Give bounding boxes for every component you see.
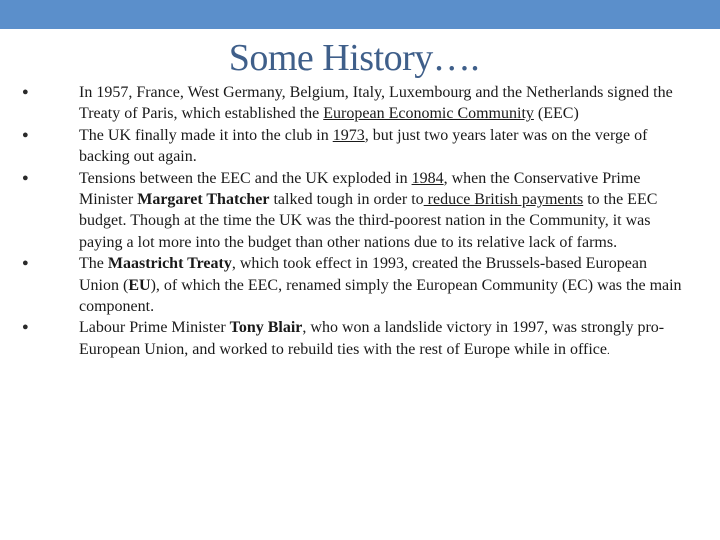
margaret-thatcher-name: Margaret Thatcher	[137, 191, 270, 209]
reduce-british-payments-link[interactable]: reduce British payments	[423, 191, 584, 209]
bullet-dot-icon: ●	[22, 257, 29, 270]
year-1973-link[interactable]: 1973	[332, 126, 365, 144]
bullet-item-maastricht	[18, 253, 688, 317]
bullet-text: The UK finally made it into the club in	[79, 126, 333, 144]
bullet-item-tensions-1984	[18, 168, 688, 254]
top-accent-bar	[0, 0, 720, 29]
eu-abbreviation: EU	[128, 276, 151, 294]
bullet-text: .	[607, 344, 610, 357]
bullet-item-uk-joins	[18, 125, 688, 168]
bullet-dot-icon: ●	[22, 321, 29, 334]
bullet-text: The	[79, 255, 108, 273]
tony-blair-name: Tony Blair	[229, 319, 303, 337]
bullet-text: (EEC)	[533, 105, 579, 123]
bullet-item-treaty-of-paris	[18, 82, 688, 125]
bullet-text: Labour Prime Minister	[79, 319, 230, 337]
bullet-text: Tensions between the EEC and the UK exploded in	[79, 169, 412, 187]
bullet-dot-icon: ●	[22, 86, 29, 98]
bullet-dot-icon: ●	[22, 171, 29, 184]
bullet-text: , but just two years later was on the verge of backing out again.	[79, 126, 648, 166]
maastricht-treaty-name: Maastricht Treaty	[107, 255, 232, 273]
bullet-text: ), of which the EEC, renamed simply the European Community (EC) was the main component.	[79, 276, 682, 316]
bullet-dot-icon: ●	[22, 128, 29, 141]
bullet-list	[18, 82, 688, 362]
bullet-item-tony-blair	[18, 317, 688, 362]
bullet-text: to the EEC budget. Though at the time the UK was the third-poorest nation in the Community, it was paying a lot more into the budget than other nations due to its relative lack of farms.	[79, 191, 658, 251]
bullet-text: , which took effect in 1993, created the Brussels-based European Union (	[79, 255, 647, 294]
bullet-text: talked tough in order to	[269, 191, 424, 209]
bullet-text: , who won a landslide victory in 1997, was strongly pro-European Union, and worked to rebuild ties with the rest of Europe while in office	[79, 319, 665, 358]
bullet-text: In 1957, France, West Germany, Belgium, Italy, Luxembourg and the Netherlands signed the Treaty of Paris, which established the	[79, 84, 673, 123]
slide-title: Some History….	[228, 37, 480, 79]
year-1984-link[interactable]: 1984	[411, 169, 444, 187]
bullet-text: , when the Conservative Prime Minister	[79, 169, 641, 209]
eec-link[interactable]: European Economic Community	[323, 105, 534, 123]
